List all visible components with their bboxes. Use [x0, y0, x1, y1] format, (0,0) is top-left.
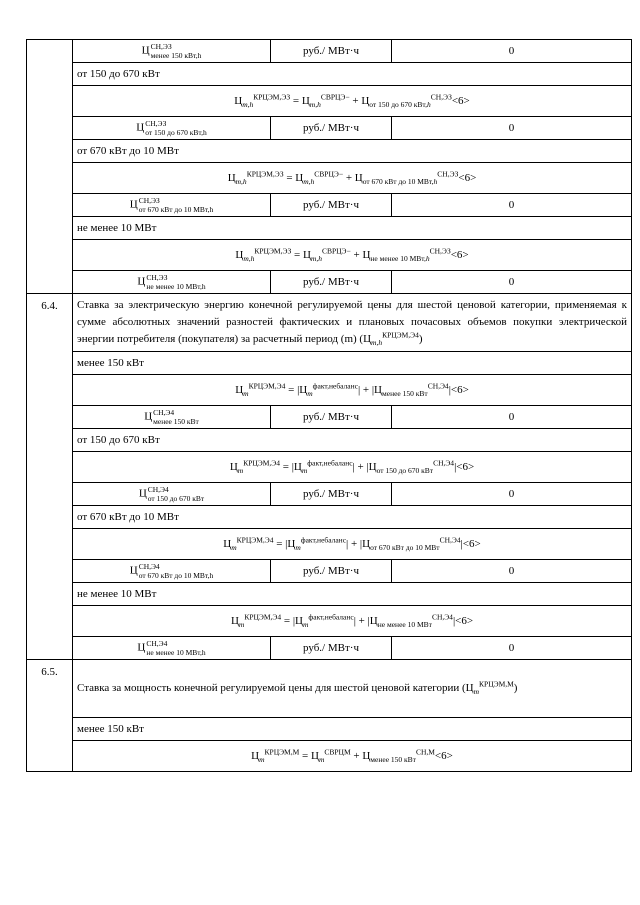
table-row — [27, 741, 632, 772]
table-row — [27, 86, 632, 117]
symbol-subscript: менее 150 кВт — [153, 417, 199, 426]
rate-symbol — [73, 271, 271, 294]
table-row — [27, 117, 632, 140]
formula: $Ц_{m,h}^{КРЦЭМ,ЭЗ} = Ц_{m,h}^{СВРЦЭ-} + Ц_{от 150 до 670 кВт,h}^{СН,ЭЗ}<6>$ — [73, 86, 632, 117]
symbol-superscript: СН,Э4 — [146, 639, 168, 648]
power-range-heading: от 150 до 670 кВт — [73, 63, 632, 86]
table-row — [27, 560, 632, 583]
table-row — [27, 483, 632, 506]
symbol-base: Ц — [141, 44, 150, 57]
table-row — [27, 529, 632, 560]
symbol-base: Ц — [144, 410, 153, 423]
rate-symbol — [73, 483, 271, 506]
formula: $Ц_m^{КРЦЭМ,Э4} = |Ц_m^{факт,небаланс}| + |Ц_{менее 150 кВт}^{СН,Э4}|<6>$ — [73, 375, 632, 406]
rate-symbol — [73, 117, 271, 140]
formula: $Ц_m^{КРЦЭМ,М} = Ц_m^{СВРЦМ} + Ц_{менее 150 кВт}^{СН,М}<6>$ — [73, 741, 632, 772]
power-range-heading: от 670 кВт до 10 МВт — [73, 140, 632, 163]
unit-cell: руб./ МВт·ч — [271, 637, 392, 660]
value-cell: 0 — [392, 560, 632, 583]
unit-cell: руб./ МВт·ч — [271, 40, 392, 63]
unit-cell: руб./ МВт·ч — [271, 483, 392, 506]
table-row — [27, 718, 632, 741]
section-number: 6.5. — [27, 660, 73, 772]
symbol-superscript: СН,ЭЗ — [150, 42, 172, 51]
value-cell: 0 — [392, 194, 632, 217]
symbol-superscript: СН,Э4 — [153, 408, 175, 417]
tariff-table — [26, 39, 632, 772]
table-row — [27, 63, 632, 86]
unit-cell: руб./ МВт·ч — [271, 271, 392, 294]
value-cell: 0 — [392, 271, 632, 294]
table-row — [27, 240, 632, 271]
symbol-subscript: менее 150 кВт,h — [150, 51, 202, 60]
formula: $Ц_{m,h}^{КРЦЭМ,ЭЗ} = Ц_{m,h}^{СВРЦЭ-} + Ц_{от 670 кВт до 10 МВт,h}^{СН,ЭЗ}<6>$ — [73, 163, 632, 194]
rate-symbol — [73, 40, 271, 63]
symbol-indices — [145, 119, 206, 137]
value-cell: 0 — [392, 483, 632, 506]
symbol-base: Ц — [137, 641, 146, 654]
symbol-superscript: СН,ЭЗ — [146, 273, 168, 282]
table-row — [27, 194, 632, 217]
value-cell: 0 — [392, 40, 632, 63]
symbol-base: Ц — [129, 564, 138, 577]
table-row — [27, 606, 632, 637]
symbol-base: Ц — [129, 198, 138, 211]
formula: $Ц_{m,h}^{КРЦЭМ,ЭЗ} = Ц_{m,h}^{СВРЦЭ-} + Ц_{не менее 10 МВт,h}^{СН,ЭЗ}<6>$ — [73, 240, 632, 271]
table-row — [27, 40, 632, 63]
tariff-table-body — [27, 40, 632, 772]
symbol-indices — [151, 42, 202, 60]
symbol-subscript: от 670 кВт до 10 МВт,h — [138, 571, 214, 580]
unit-cell: руб./ МВт·ч — [271, 194, 392, 217]
section-description: Ставка за мощность конечной регулируемой цены для шестой ценовой категории $(Ц_m^{КРЦЭМ,М})$ — [73, 660, 632, 718]
power-range-heading: менее 150 кВт — [73, 718, 632, 741]
unit-cell: руб./ МВт·ч — [271, 560, 392, 583]
symbol-indices — [146, 273, 205, 291]
symbol-base: Ц — [136, 121, 145, 134]
formula: $Ц_m^{КРЦЭМ,Э4} = |Ц_m^{факт,небаланс}| + |Ц_{от 150 до 670 кВт}^{СН,Э4}|<6>$ — [73, 452, 632, 483]
table-row — [27, 583, 632, 606]
symbol-subscript: от 150 до 670 кВт,h — [145, 128, 207, 137]
value-cell: 0 — [392, 637, 632, 660]
rate-symbol — [73, 194, 271, 217]
rate-symbol — [73, 637, 271, 660]
power-range-heading: менее 150 кВт — [73, 352, 632, 375]
section-description: Ставка за электрическую энергию конечной регулируемой цены для шестой ценовой категории, применяемая к сумме абсолютных значений разностей фактических и плановых почасовых объемов покупки электрической энергии потребителя (покупателя) за расчетный период (m) $(Ц_{m,h}^{КРЦЭМ,Э4})$ — [73, 294, 632, 352]
table-row — [27, 660, 632, 718]
symbol-indices — [148, 485, 204, 503]
symbol-indices — [139, 562, 214, 580]
section-number — [27, 40, 73, 294]
power-range-heading: от 150 до 670 кВт — [73, 429, 632, 452]
section-number: 6.4. — [27, 294, 73, 660]
table-row — [27, 375, 632, 406]
formula: $Ц_m^{КРЦЭМ,Э4} = |Ц_m^{факт,небаланс}| + |Ц_{от 670 кВт до 10 МВт}^{СН,Э4}|<6>$ — [73, 529, 632, 560]
table-row — [27, 352, 632, 375]
power-range-heading: не менее 10 МВт — [73, 583, 632, 606]
power-range-heading: не менее 10 МВт — [73, 217, 632, 240]
table-row — [27, 506, 632, 529]
table-row — [27, 406, 632, 429]
symbol-superscript: СН,ЭЗ — [138, 196, 160, 205]
symbol-superscript: СН,Э4 — [138, 562, 160, 571]
value-cell: 0 — [392, 406, 632, 429]
unit-cell: руб./ МВт·ч — [271, 117, 392, 140]
formula: $Ц_m^{КРЦЭМ,Э4} = |Ц_m^{факт,небаланс}| + |Ц_{не менее 10 МВт}^{СН,Э4}|<6>$ — [73, 606, 632, 637]
table-row — [27, 452, 632, 483]
symbol-indices — [139, 196, 214, 214]
symbol-indices — [153, 408, 199, 426]
symbol-superscript: СН,Э4 — [147, 485, 169, 494]
table-row — [27, 637, 632, 660]
unit-cell: руб./ МВт·ч — [271, 406, 392, 429]
symbol-base: Ц — [137, 275, 146, 288]
table-row — [27, 429, 632, 452]
symbol-indices — [146, 639, 205, 657]
table-row — [27, 163, 632, 194]
rate-symbol — [73, 406, 271, 429]
symbol-base: Ц — [138, 487, 147, 500]
symbol-subscript: от 150 до 670 кВт — [147, 494, 205, 503]
table-row — [27, 217, 632, 240]
symbol-subscript: не менее 10 МВт,h — [146, 282, 206, 291]
symbol-subscript: от 670 кВт до 10 МВт,h — [138, 205, 214, 214]
symbol-superscript: СН,ЭЗ — [145, 119, 167, 128]
table-row — [27, 294, 632, 352]
power-range-heading: от 670 кВт до 10 МВт — [73, 506, 632, 529]
table-row — [27, 271, 632, 294]
rate-symbol — [73, 560, 271, 583]
table-row — [27, 140, 632, 163]
symbol-subscript: не менее 10 МВт,h — [146, 648, 206, 657]
value-cell: 0 — [392, 117, 632, 140]
